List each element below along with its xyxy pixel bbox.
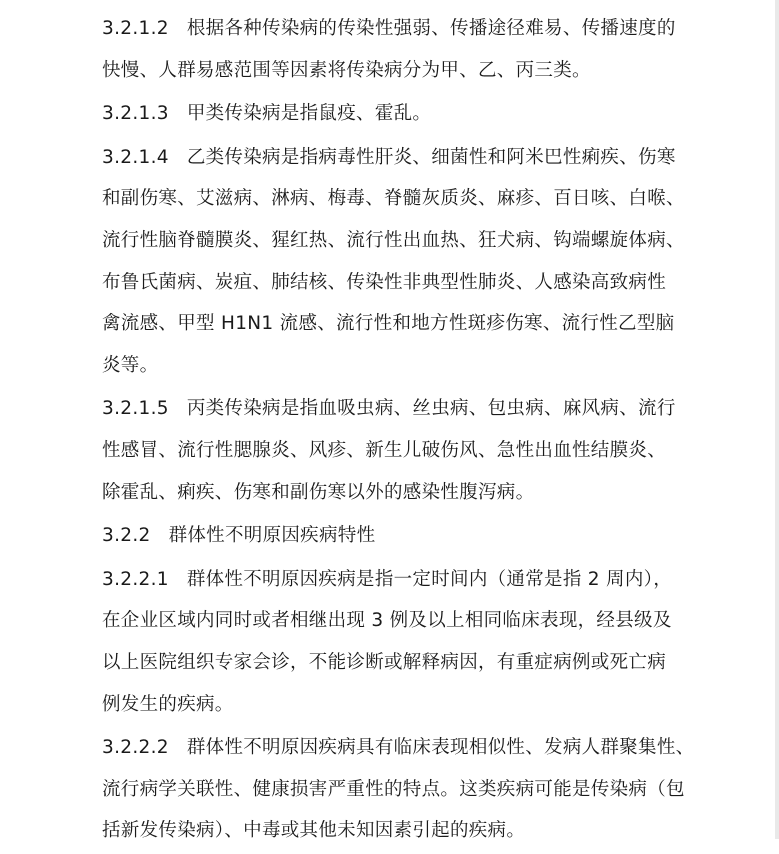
- section-3-2-2-heading: [102, 515, 672, 557]
- clause-text: 乙类传染病是指病毒性肝炎、细菌性和阿米巴性痢疾、伤寒: [186, 146, 676, 168]
- clause-3-2-2-1: [102, 559, 672, 725]
- clause-number: 3.2.1.3: [102, 103, 169, 125]
- section-title: 群体性不明原因疾病特性: [168, 525, 376, 547]
- clause-3-2-1-4: [102, 137, 685, 387]
- clause-line: 例发生的疾病。: [102, 693, 234, 715]
- clause-line: [102, 727, 695, 769]
- clause-line: [102, 388, 676, 430]
- clause-line: 快慢、人群易感范围等因素将传染病分为甲、乙、丙三类。: [102, 59, 591, 81]
- clause-line: [102, 559, 672, 601]
- clause-line: 布鲁氏菌病、炭疽、肺结核、传染性非典型性肺炎、人感染高致病性: [102, 271, 667, 293]
- clause-line: 以上医院组织专家会诊，不能诊断或解释病因，有重症病例或死亡病: [102, 651, 667, 673]
- clause-number: 3.2.2.1: [102, 568, 169, 590]
- page-edge-divider: [775, 0, 779, 839]
- clause-text: 甲类传染病是指鼠疫、霍乱。: [186, 103, 432, 125]
- clause-number: 3.2.1.2: [102, 18, 169, 39]
- clause-3-2-1-2: [102, 8, 676, 91]
- clause-line: 在企业区域内同时或者相继出现 3 例及以上相同临床表现，经县级及: [102, 610, 672, 632]
- clause-text: 丙类传染病是指血吸虫病、丝虫病、包虫病、麻风病、流行: [186, 398, 676, 420]
- clause-number: 3.2.1.4: [102, 146, 169, 168]
- clause-line: 和副伤寒、艾滋病、淋病、梅毒、脊髓灰质炎、麻疹、百日咳、白喉、: [102, 188, 685, 210]
- clause-text: 根据各种传染病的传染性强弱、传播途径难易、传播速度的: [186, 18, 676, 39]
- clause-text: 群体性不明原因疾病是指一定时间内（通常是指 2 周内），: [186, 568, 673, 590]
- clause-line: 流行病学关联性、健康损害严重性的特点。这类疾病可能是传染病（包: [102, 778, 685, 800]
- clause-text: 群体性不明原因疾病具有临床表现相似性、发病人群聚集性、: [186, 737, 695, 759]
- clause-line: 括新发传染病）、中毒或其他未知因素引起的疾病。: [102, 820, 526, 842]
- clause-line: [102, 8, 676, 50]
- clause-3-2-1-5: [102, 388, 676, 513]
- clause-3-2-2-2: [102, 727, 695, 852]
- clause-number: 3.2.2: [102, 525, 151, 547]
- clause-line: 流行性脑脊髓膜炎、猩红热、流行性出血热、狂犬病、钩端螺旋体病、: [102, 229, 685, 251]
- clause-line: [102, 137, 676, 179]
- clause-line: [102, 515, 672, 557]
- document-body: [102, 8, 695, 854]
- clause-line: 炎等。: [102, 354, 159, 376]
- clause-line: [102, 93, 672, 135]
- clause-number: 3.2.1.5: [102, 398, 169, 420]
- clause-line: 除霍乱、痢疾、伤寒和副伤寒以外的感染性腹泻病。: [102, 481, 535, 503]
- clause-line: 禽流感、甲型 H1N1 流感、流行性和地方性斑疹伤寒、流行性乙型脑: [102, 313, 675, 335]
- clause-3-2-1-3: [102, 93, 672, 135]
- clause-number: 3.2.2.2: [102, 737, 169, 759]
- clause-line: 性感冒、流行性腮腺炎、风疹、新生儿破伤风、急性出血性结膜炎、: [102, 439, 667, 461]
